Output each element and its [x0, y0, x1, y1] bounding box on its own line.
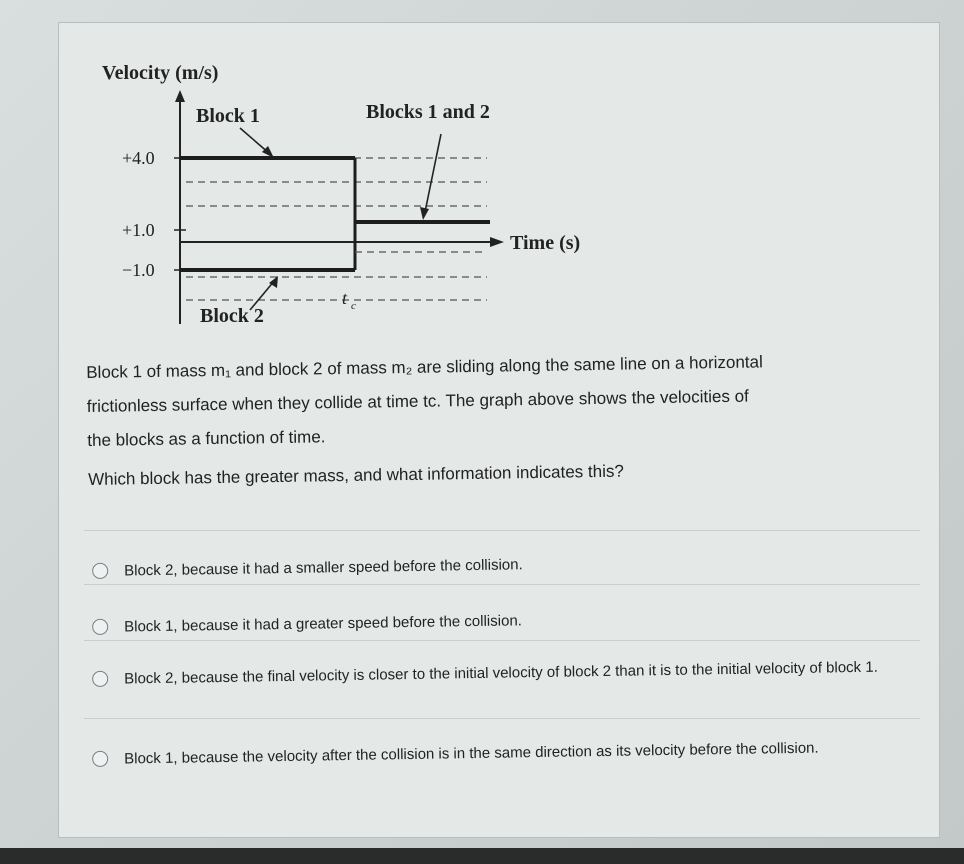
blocks12-pointer-head	[420, 207, 429, 220]
prompt-line: the blocks as a function of time.	[87, 427, 326, 450]
blocks12-label: Blocks 1 and 2	[366, 101, 490, 123]
tc-subscript: c	[351, 300, 356, 312]
divider	[84, 718, 920, 719]
block2-label: Block 2	[200, 305, 264, 327]
x-axis-arrow	[490, 237, 504, 247]
divider	[84, 530, 920, 531]
radio-button[interactable]	[92, 671, 108, 687]
tc-label: t	[342, 288, 348, 308]
x-axis-label: Time (s)	[510, 232, 581, 254]
problem-statement	[86, 343, 917, 458]
tick-label-pos1: +1.0	[122, 220, 155, 240]
radio-button[interactable]	[92, 751, 108, 767]
radio-button[interactable]	[92, 563, 108, 579]
question-text: Which block has the greater mass, and what information indicates this?	[88, 461, 624, 489]
block1-label: Block 1	[196, 105, 260, 127]
velocity-time-graph	[92, 52, 632, 342]
option-label: Block 2, because it had a smaller speed before the collision.	[124, 556, 523, 580]
monitor-bezel	[0, 848, 964, 864]
option-label: Block 1, because the velocity after the collision is in the same direction as its velocity before the collision.	[124, 739, 819, 768]
radio-button[interactable]	[92, 619, 108, 635]
y-axis-arrow	[175, 90, 185, 102]
option-label: Block 2, because the final velocity is closer to the initial velocity of block 2 than it is to the initial velocity of block 1.	[124, 658, 878, 688]
divider	[84, 640, 920, 641]
grid-lines	[186, 158, 487, 300]
blocks12-pointer	[425, 134, 441, 212]
y-axis-label: Velocity (m/s)	[102, 62, 219, 84]
option-label: Block 1, because it had a greater speed before the collision.	[124, 612, 523, 636]
prompt-line: Block 1 of mass m₁ and block 2 of mass m₂ are sliding along the same line on a horizontal	[86, 352, 763, 382]
prompt-line: frictionless surface when they collide at time tᴄ. The graph above shows the velocities of	[86, 386, 749, 416]
tick-label-neg1: −1.0	[122, 260, 155, 280]
divider	[84, 584, 920, 585]
tick-label-pos4: +4.0	[122, 148, 155, 168]
